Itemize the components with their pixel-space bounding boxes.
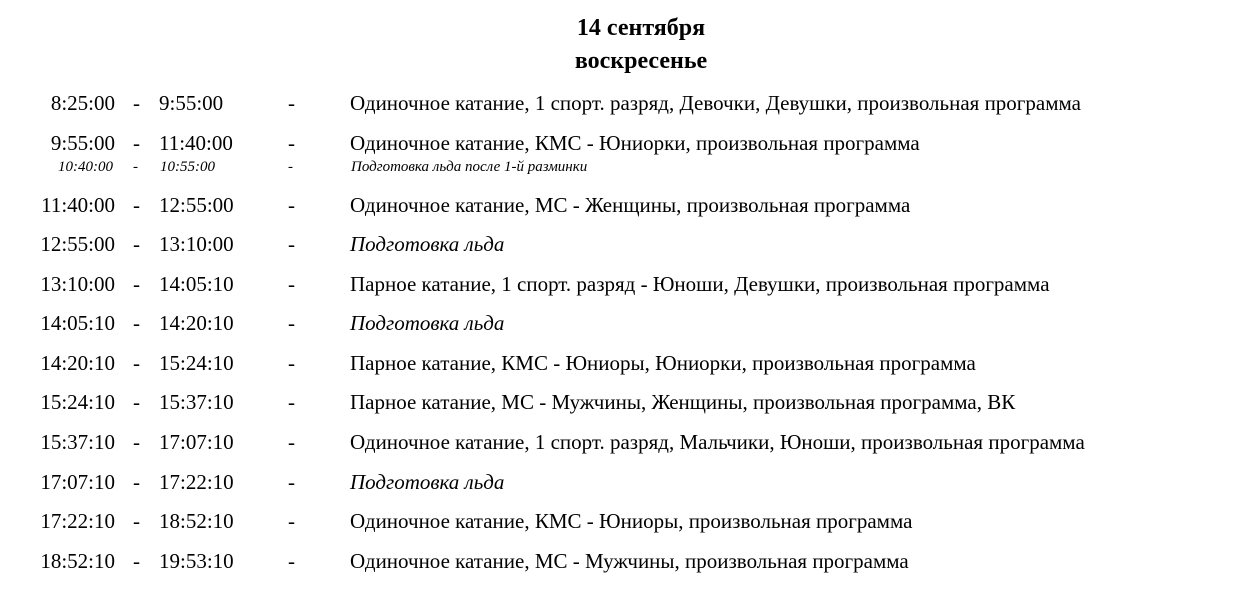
- event-description: Одиночное катание, МС - Мужчины, произвольная программа: [350, 549, 909, 573]
- description-dash: -: [288, 131, 295, 155]
- event-description: Одиночное катание, КМС - Юниоры, произвольная программа: [350, 509, 913, 533]
- end-time: 19:53:10: [159, 549, 234, 573]
- schedule-weekday: воскресенье: [574, 48, 708, 74]
- event-description: Подготовка льда: [350, 232, 505, 256]
- range-dash: -: [133, 390, 140, 414]
- range-dash: -: [133, 193, 140, 217]
- range-dash: -: [133, 159, 138, 175]
- range-dash: -: [133, 430, 140, 454]
- description-dash: -: [288, 311, 295, 335]
- description-dash: -: [288, 91, 295, 115]
- start-time: 15:24:10: [40, 390, 115, 414]
- description-dash: -: [288, 549, 295, 573]
- start-time: 17:07:10: [40, 470, 115, 494]
- range-dash: -: [133, 509, 140, 533]
- start-time: 14:05:10: [40, 311, 115, 335]
- range-dash: -: [133, 272, 140, 296]
- end-time: 12:55:00: [159, 193, 234, 217]
- event-description: Одиночное катание, 1 спорт. разряд, Мальчики, Юноши, произвольная программа: [350, 430, 1085, 454]
- end-time: 9:55:00: [159, 91, 224, 115]
- end-time: 13:10:00: [159, 232, 234, 256]
- start-time: 14:20:10: [40, 351, 115, 375]
- start-time: 12:55:00: [40, 232, 115, 256]
- event-description: Подготовка льда после 1-й разминки: [351, 159, 588, 175]
- end-time: 15:37:10: [159, 390, 234, 414]
- range-dash: -: [133, 351, 140, 375]
- event-description: Одиночное катание, 1 спорт. разряд, Девочки, Девушки, произвольная программа: [350, 91, 1082, 115]
- description-dash: -: [288, 159, 293, 175]
- range-dash: -: [133, 91, 140, 115]
- end-time: 15:24:10: [159, 351, 234, 375]
- event-description: Парное катание, МС - Мужчины, Женщины, произвольная программа, ВК: [350, 390, 1016, 414]
- event-description: Одиночное катание, МС - Женщины, произвольная программа: [350, 193, 911, 217]
- start-time: 9:55:00: [50, 131, 115, 155]
- event-description: Подготовка льда: [350, 470, 505, 494]
- start-time: 10:40:00: [58, 159, 113, 175]
- end-time: 11:40:00: [159, 131, 233, 155]
- end-time: 17:22:10: [159, 470, 234, 494]
- end-time: 14:20:10: [159, 311, 234, 335]
- start-time: 8:25:00: [50, 91, 115, 115]
- description-dash: -: [288, 193, 295, 217]
- event-description: Парное катание, 1 спорт. разряд - Юноши, Девушки, произвольная программа: [350, 272, 1050, 296]
- end-time: 14:05:10: [159, 272, 234, 296]
- end-time: 17:07:10: [159, 430, 234, 454]
- start-time: 15:37:10: [40, 430, 115, 454]
- description-dash: -: [288, 351, 295, 375]
- range-dash: -: [133, 131, 140, 155]
- description-dash: -: [288, 232, 295, 256]
- description-dash: -: [288, 430, 295, 454]
- event-description: Парное катание, КМС - Юниоры, Юниорки, произвольная программа: [350, 351, 976, 375]
- schedule-date: 14 сентября: [576, 15, 706, 41]
- range-dash: -: [133, 232, 140, 256]
- event-description: Одиночное катание, КМС - Юниорки, произвольная программа: [350, 131, 920, 155]
- description-dash: -: [288, 470, 295, 494]
- event-description: Подготовка льда: [350, 311, 505, 335]
- end-time: 10:55:00: [160, 159, 215, 175]
- range-dash: -: [133, 549, 140, 573]
- end-time: 18:52:10: [159, 509, 234, 533]
- description-dash: -: [288, 390, 295, 414]
- start-time: 17:22:10: [40, 509, 115, 533]
- start-time: 13:10:00: [40, 272, 115, 296]
- description-dash: -: [288, 509, 295, 533]
- range-dash: -: [133, 470, 140, 494]
- start-time: 11:40:00: [41, 193, 115, 217]
- range-dash: -: [133, 311, 140, 335]
- description-dash: -: [288, 272, 295, 296]
- start-time: 18:52:10: [40, 549, 115, 573]
